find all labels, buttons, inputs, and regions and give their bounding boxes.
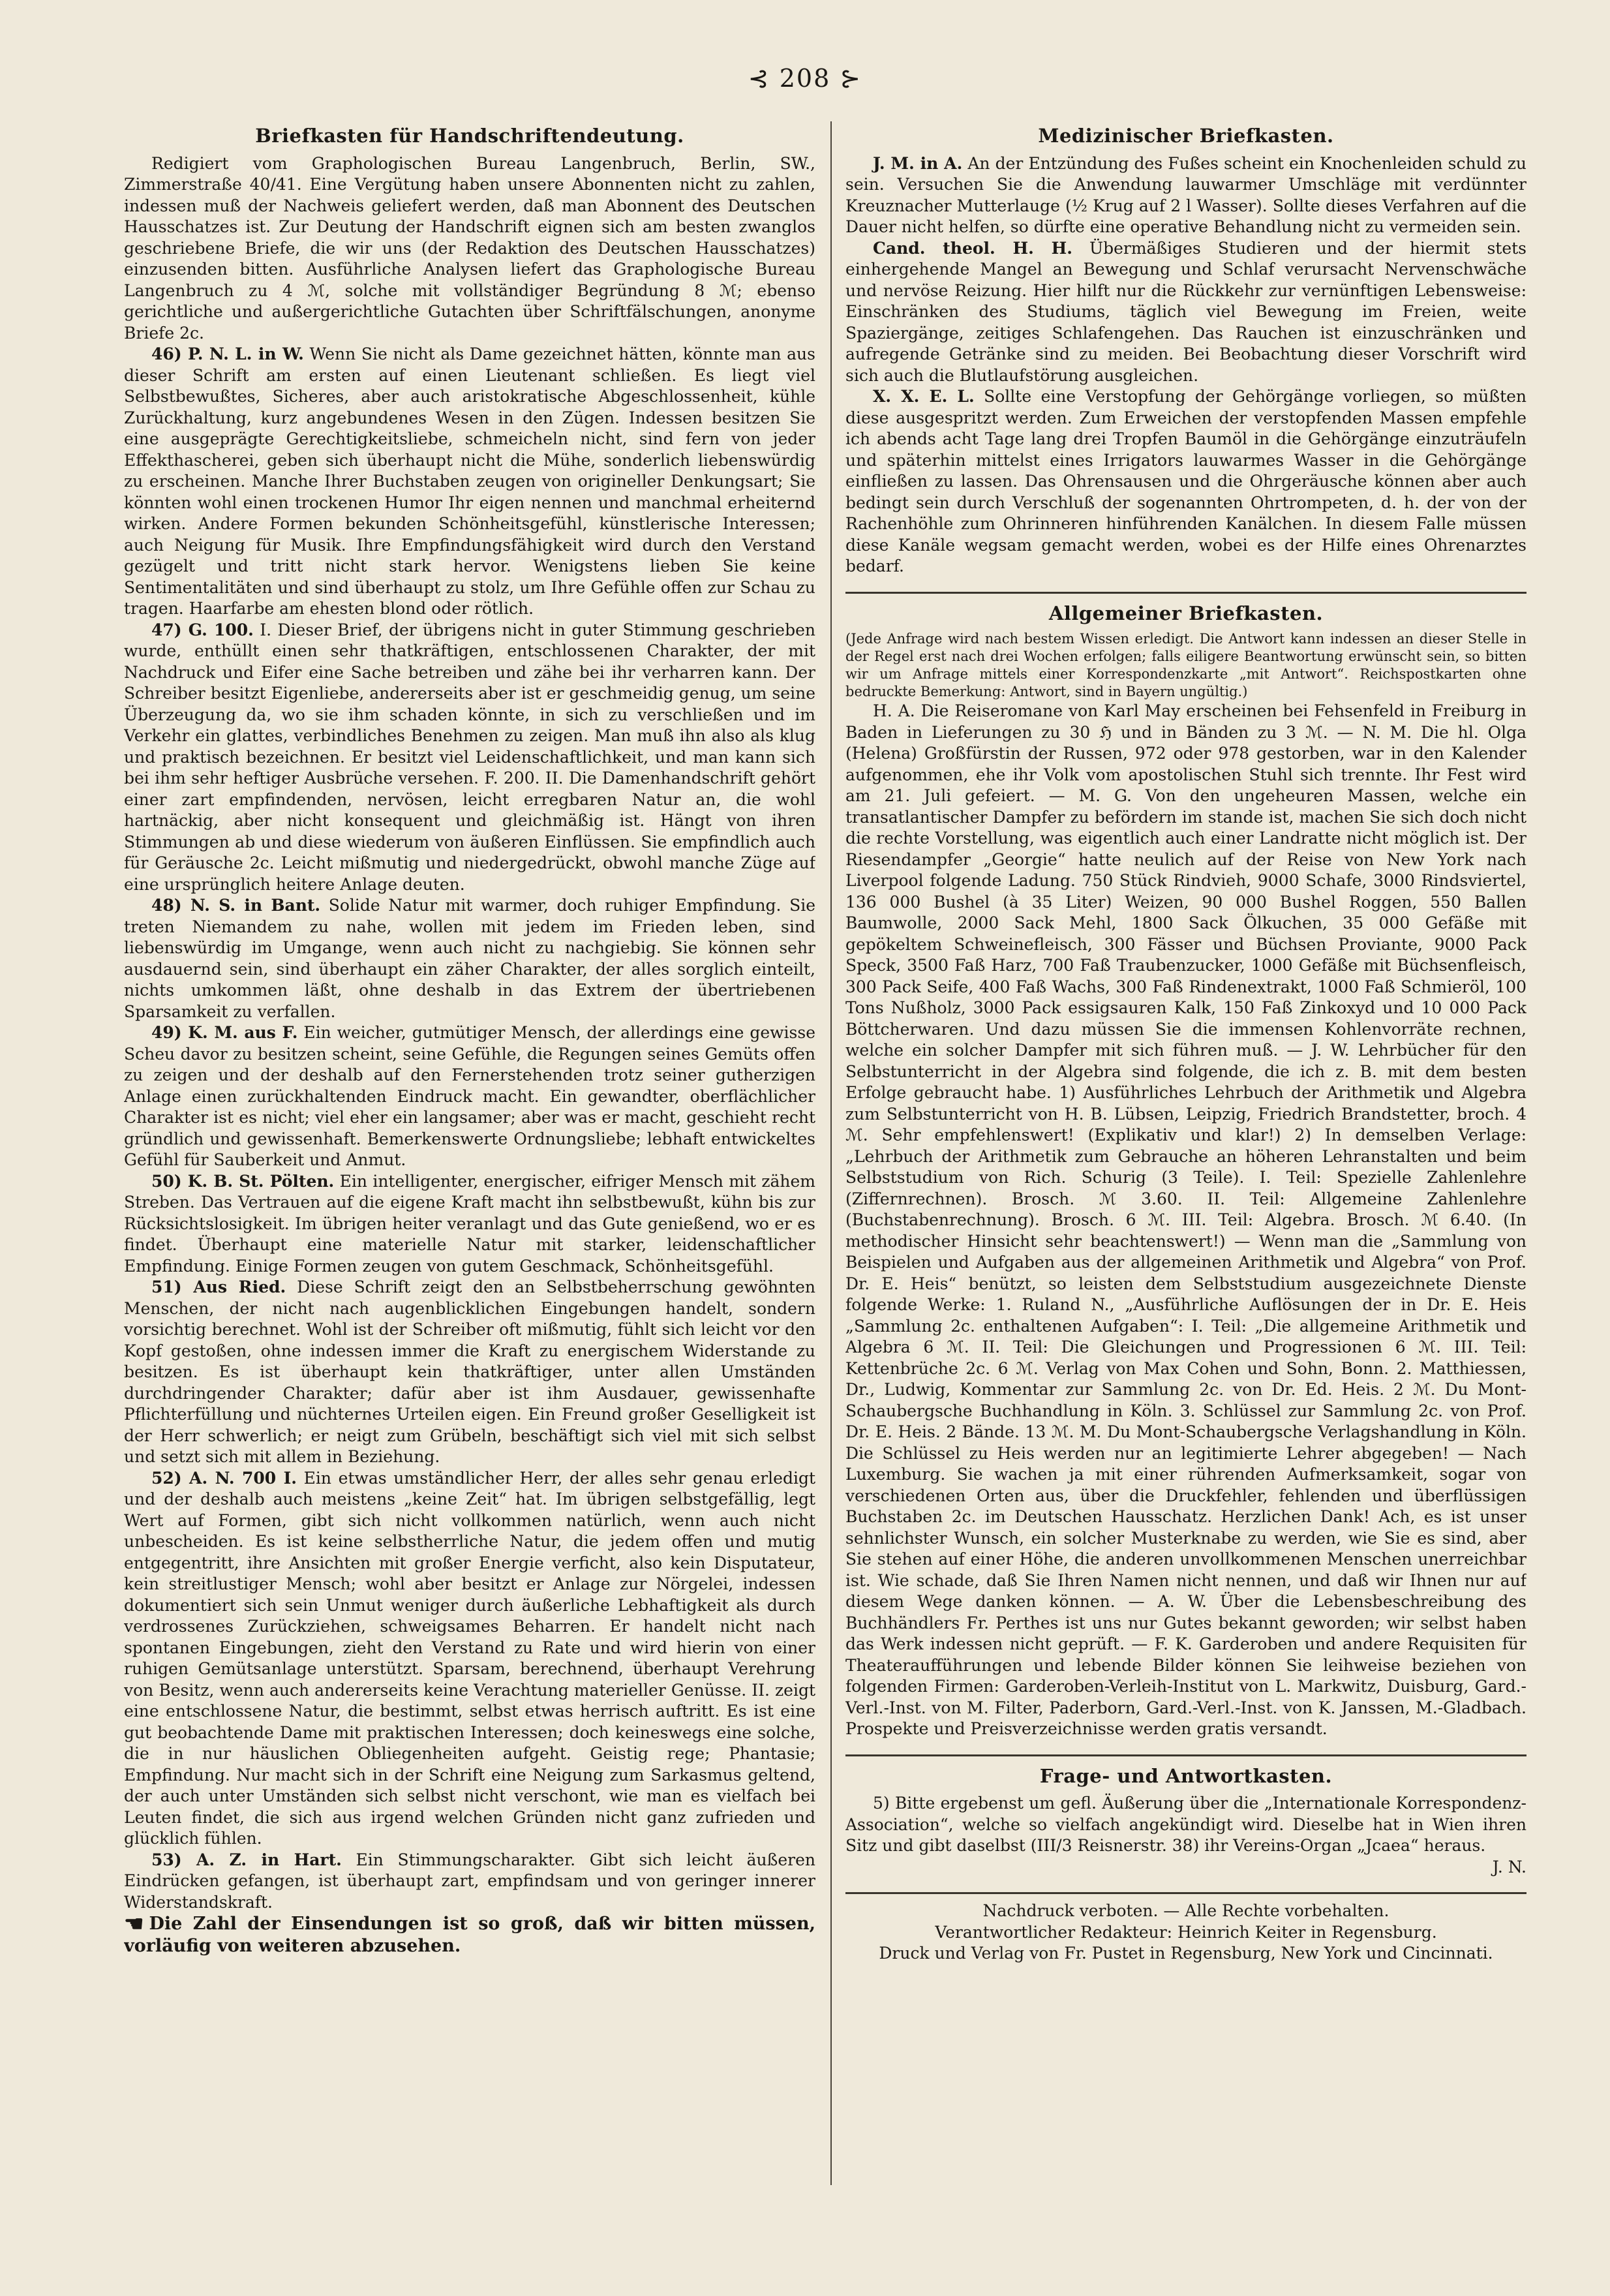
entry-label: 49) K. M. aus F. [151, 1023, 298, 1042]
qa-section [845, 1754, 1526, 1878]
entry-label: 47) G. 100. [151, 620, 254, 639]
handwriting-entry [124, 344, 815, 620]
entry-label: Cand. theol. H. H. [873, 238, 1072, 258]
entry-text: Diese Schrift zeigt den an Selbstbeherrschung gewöhnten Menschen, der nicht nach augenblicklichen Eingebungen handelt, sondern vorsichtig berechnet. Wohl ist der Schreiber oft mißmutig, fühlt sich leicht vor den Kopf gestoßen, ohne indessen immer die Kraft zu energischem Widerstande zu besitzen. Es ist überhaupt kein thatkräftiger, unter allen Umständen durchdringender Charakter; dafür aber ist ihm Ausdauer, gewissenhafte Pflichterfüllung und nüchternes Urteilen eigen. Ein Freund großer Geselligkeit ist der Herr schwerlich; er neigt zum Grübeln, beschäftigt sich viel mit sich selbst und setzt sich mit allem in Beziehung. [124, 1278, 815, 1466]
entry-label: X. X. E. L. [873, 387, 975, 406]
column-divider [830, 121, 832, 2185]
editor-line: Verantwortlicher Redakteur: Heinrich Keiter in Regensburg. [935, 1922, 1437, 1942]
entry-text: Übermäßiges Studieren und der hiermit stets einhergehende Mangel an Bewegung und Schlaf verursacht Nervenschwäche und nervöse Reizung. Hier hilft nur die Rückkehr zur vernünftigen Lebensweise: Einschränken des Studiums, täglich viel Bewegung im Freien, weite Spaziergänge, zeitiges Schlafengehen. Das Rauchen ist einzuschränken und aufregende Getränke sind zu meiden. Bei Beobachtung dieser Vorschrift wird sich auch die Blutlaufstörung ausgleichen. [845, 238, 1526, 385]
entry-text: Ein Stimmungscharakter. Gibt sich leicht äußeren Eindrücken gefangen, ist überhaupt zart, empfindsam und von geringer innerer Widerstandskraft. [124, 1850, 815, 1912]
handwriting-entry [124, 1171, 815, 1278]
general-section-note: (Jede Anfrage wird nach bestem Wissen erledigt. Die Antwort kann indessen an dieser Stelle in der Regel erst nach drei Wochen erfolgen; falls eiligere Beantwortung erwünscht sein, so bitten wir um Anfrage mittels einer Korrespondenzkarte „mit Antwort“. Reichspostkarten ohne bedruckte Bemerkung: Antwort, sind in Bayern ungültig.) [845, 631, 1526, 699]
page-number-value: 208 [779, 64, 831, 93]
entry-text: Ein weicher, gutmütiger Mensch, der allerdings eine gewisse Scheu davor zu besitzen scheint, seine Gefühle, die Regungen seines Gemüts offen zu zeigen und der deshalb auf den Fernerstehenden trotz seiner gutherzigen Anlage einen zurückhaltenden Eindruck macht. Ein gewandter, oberflächlicher Charakter ist es nicht; viel eher ein langsamer; aber was er macht, geschieht recht gründlich und gewissenhaft. Bemerkenswerte Ordnungsliebe; lebhaft entwickeltes Gefühl für Sauberkeit und Anmut. [124, 1023, 815, 1169]
left-column [124, 121, 815, 2218]
entry-text: Sollte eine Verstopfung der Gehörgänge vorliegen, so müßten diese ausgespritzt werden. Zum Erweichen der verstopfenden Massen empfehle ich abends acht Tage lang drei Tropfen Baumöl in die Gehörgänge einzuträufeln und späterhin mittelst eines Irrigators lauwarmes Wasser in die Gehörgänge einfließen zu lassen. Das Ohrensausen und die Ohrgeräusche können aber auch bedingt sein durch Verschluß der sogenannten Ohrtrompeten, d. h. der von der Rachenhöhle zum Ohrinneren hinführenden Kanälchen. In diesem Falle müssen diese Kanäle wegsam gemacht werden, wobei es der Hilfe eines Ohrenarztes bedarf. [845, 387, 1526, 575]
copyright-notice: Nachdruck verboten. — Alle Rechte vorbehalten. [982, 1901, 1390, 1920]
imprint [845, 1892, 1526, 1965]
page-number [0, 64, 1610, 93]
entry-label: J. M. in A. [873, 153, 963, 173]
folio-ornament-right: ⊱ [840, 64, 862, 93]
qa-entry: 5) Bitte ergebenst um gefl. Äußerung über die „Internationale Korrespondenz-Association“, welche so vielfach angekündigt wird. Dieselbe hat in Wien ihren Sitz und gibt daselbst (III/3 Reisnerstr. 38) ihr Vereins-Organ „Jcaea“ heraus. [845, 1794, 1526, 1855]
entry-label: 48) N. S. in Bant. [151, 896, 321, 915]
general-section-body: H. A. Die Reiseromane von Karl May erscheinen bei Fehsenfeld in Freiburg in Baden in Lieferungen zu 30 ℌ und in Bänden zu 3 ℳ. — N. M. Die hl. Olga (Helena) Großfürstin der Russen, 972 oder 978 gestorben, war in den Kalender aufgenommen, ehe ihr Volk vom apostolischen Stuhl sich trennte. Ihr Fest wird am 21. Juli gefeiert. — M. G. Von den ungeheuren Massen, welche ein transatlantischer Dampfer zu befördern im stande ist, machen Sie sich doch nicht die rechte Vorstellung, was eigentlich auch einer Landratte nicht möglich ist. Der Riesendampfer „Georgie“ hatte neulich auf der Reise von New York nach Liverpool folgende Ladung. 750 Stück Rindvieh, 9000 Schafe, 3000 Rindsviertel, 136 000 Bushel (à 35 Liter) Weizen, 90 000 Bushel Roggen, 550 Ballen Baumwolle, 2000 Sack Mehl, 1800 Sack Ölkuchen, 35 000 Gefäße mit gepökeltem Schweinefleisch, 300 Fässer und Büchsen Proviante, 9000 Pack Speck, 3500 Faß Harz, 700 Faß Traubenzucker, 1000 Gefäße mit Büchsenfleisch, 300 Pack Seife, 400 Faß Wachs, 300 Faß Rindenextrakt, 1000 Faß Schmieröl, 100 Tons Nußholz, 3000 Pack essigsauren Kalk, 150 Faß Zinkoxyd und 10 000 Pack Böttcherwaren. Und dazu müssen Sie die immensen Kohlenvorräte rechnen, welche ein solcher Dampfer mit sich führen muß. — J. W. Lehrbücher für den Selbstunterricht in der Algebra sind folgende, die ich z. B. mit dem besten Erfolge gebraucht habe. 1) Ausführliches Lehrbuch der Arithmetik und Algebra zum Selbstunterricht von H. B. Lübsen, Leipzig, Friedrich Brandstetter, broch. 4 ℳ. Sehr empfehlenswert! (Explikativ und klar!) 2) In demselben Verlage: „Lehrbuch der Arithmetik zum Gebrauche an höheren Lehranstalten und beim Selbststudium von Rich. Schurig (3 Teile). I. Teil: Spezielle Zahlenlehre (Ziffernrechnen). Brosch. ℳ 3.60. II. Teil: Allgemeine Zahlenlehre (Buchstabenrechnung). Brosch. 6 ℳ. III. Teil: Algebra. Brosch. ℳ 6.40. (In methodischer Hinsicht sehr beachtenswert!) — Wenn man die „Sammlung von Beispielen und Aufgaben aus der allgemeinen Arithmetik und Algebra“ von Prof. Dr. E. Heis“ benützt, so leisten dem Selbststudium ausgezeichnete Dienste folgende Werke: 1. Ruland N., „Ausführliche Auflösungen der in Dr. E. Heis „Sammlung 2c. enthaltenen Aufgaben“: I. Teil: „Die allgemeine Arithmetik und Algebra 6 ℳ. II. Teil: Die Gleichungen und Progressionen 6 ℳ. III. Teil: Kettenbrüche 2c. 6 ℳ. Verlag von Max Cohen und Sohn, Bonn. 2. Matthiessen, Dr., Ludwig, Kommentar zur Sammlung 2c. von Dr. Ed. Heis. 2 ℳ. Du Mont-Schaubergsche Buchhandlung in Köln. 3. Schlüssel zur Sammlung 2c. von Prof. Dr. E. Heis. 2 Bände. 13 ℳ. M. Du Mont-Schaubergsche Verlagshandlung in Köln. Die Schlüssel zu Heis werden nur an legitimierte Lehrer abgegeben! — Nach Luxemburg. Sie wachen ja mit einer rührenden Aufmerksamkeit, sogar von verschiedenen Orten aus, über die Druckfehler, fehlenden und überflüssigen Buchstaben 2c. im Deutschen Hausschatz. Herzlichen Dank! Ach, es ist unser sehnlichster Wunsch, ein solcher Musterknabe zu werden, wie Sie es sind, aber Sie stehen auf einer Höhe, die anderen unvollkommenen Menschen unerreichbar ist. Wie schade, daß Sie Ihren Namen nicht nennen, und daß wir Ihnen nur auf diesem Wege danken können. — A. W. Über die Lebensbeschreibung des Buchhändlers Fr. Perthes ist uns nur Gutes bekannt geworden; wir selbst haben das Werk indessen nicht geprüft. — F. K. Garderoben und andere Requisiten für Theateraufführungen und lebende Bilder können Sie leihweise beziehen von folgenden Firmen: Garderoben-Verleih-Institut von L. Markwitz, Duisburg, Gard.-Verl.-Inst. von M. Filter, Paderborn, Gard.-Verl.-Inst. von K. Janssen, M.-Gladbach. Prospekte und Preisverzeichnisse werden gratis versandt. [845, 701, 1526, 1738]
entry-text: Ein intelligenter, energischer, eifriger Mensch mit zähem Streben. Das Vertrauen auf die eigene Kraft macht ihn selbstbewußt, kühn bis zur Rücksichtslosigkeit. Im übrigen heiter veranlagt und das Gute genießend, wo er es findet. Überhaupt eine materielle Natur mit starker, leidenschaftlicher Empfindung. Einige Formen zeugen von gutem Geschmack, Schönheitsgefühl. [124, 1171, 815, 1276]
entry-text: Wenn Sie nicht als Dame gezeichnet hätten, könnte man aus dieser Schrift am ersten auf einen Lieutenant schließen. Es liegt viel Selbstbewußtes, Sicheres, aber auch aristokratische Abgeschlossenheit, kühle Zurückhaltung, kurz angebundenes Wesen in den Zügen. Indessen besitzen Sie eine ausgeprägte Gerechtigkeitsliebe, schmeicheln nicht, sind fern von jeder Effekthascherei, geben sich überhaupt nicht die Mühe, sonderlich liebenswürdig zu erscheinen. Manche Ihrer Buchstaben zeugen von origineller Denkungsart; Sie könnten wohl einen trockenen Humor Ihr eigen nennen und manchmal erheiternd wirken. Andere Formen bekunden Schönheitsgefühl, künstlerische Interessen; auch Neigung für Musik. Ihre Empfindungsfähigkeit wird durch den Verstand gezügelt und tritt nicht stark hervor. Wenigstens lieben Sie keine Sentimentalitäten und sind überhaupt zu stolz, um Ihre Gefühle offen zur Schau zu tragen. Haarfarbe am ehesten blond oder rötlich. [124, 344, 815, 618]
medical-entry [845, 153, 1526, 238]
pointing-hand-icon: ☚ [124, 1911, 144, 1937]
handwriting-entry [124, 1277, 815, 1468]
entry-label: 46) P. N. L. in W. [151, 344, 304, 363]
handwriting-entry [124, 895, 815, 1022]
entry-label: 51) Aus Ried. [151, 1278, 286, 1296]
publisher-line: Druck und Verlag von Fr. Pustet in Regensburg, New York und Cincinnati. [879, 1944, 1493, 1963]
handwriting-section-heading: Briefkasten für Handschriftendeutung. [255, 125, 684, 147]
notice-text: Die Zahl der Einsendungen ist so groß, daß wir bitten müssen, vorläufig von weiteren abzusehen. [124, 1914, 815, 1956]
qa-signature: J. N. [1492, 1857, 1526, 1876]
submissions-notice [124, 1913, 815, 1957]
folio-ornament-left: ⊰ [748, 64, 770, 93]
general-section [845, 592, 1526, 1740]
medical-section-heading: Medizinischer Briefkasten. [1038, 125, 1334, 147]
entry-text: Solide Natur mit warmer, doch ruhiger Empfindung. Sie treten Niemandem zu nahe, wollen mit jedem im Frieden leben, sind liebenswürdig im Umgange, wenn auch nicht zu nachgiebig. Sie können sehr ausdauernd sein, sind überhaupt ein zäher Charakter, der alles sorglich einteilt, nichts umkommen läßt, ohne deshalb in das Extrem der übertriebenen Sparsamkeit zu verfallen. [124, 896, 815, 1021]
handwriting-intro: Redigiert vom Graphologischen Bureau Langenbruch, Berlin, SW., Zimmerstraße 40/41. Eine Vergütung haben unsere Abonnenten nicht zu zahlen, indessen muß der Nachweis geliefert werden, daß man Abonnent des Deutschen Hausschatzes ist. Zur Deutung der Handschrift eignen sich am besten zwanglos geschriebene Briefe, die wir uns (der Redaktion des Deutschen Hausschatzes) einzusenden bitten. Ausführliche Analysen liefert das Graphologische Bureau Langenbruch zu 4 ℳ, solche mit vollständiger Begründung 8 ℳ; ebenso gerichtliche und außergerichtliche Gutachten über Schriftfälschungen, anonyme Briefe 2c. [124, 153, 815, 343]
entry-text: I. Dieser Brief, der übrigens nicht in guter Stimmung geschrieben wurde, enthüllt einen sehr thatkräftigen, entschlossenen Charakter, der mit Nachdruck und Eifer eine Sache betreiben und zähe bei ihr verharren kann. Der Schreiber besitzt Eigenliebe, andererseits aber ist er geschmeidig genug, um seine Überzeugung da, wo sie ihm schaden könnte, in sich zu verschließen und im Verkehr ein glattes, verbindliches Benehmen zu zeigen. Man muß ihn also als klug und praktisch bezeichnen. Er besitzt viel Leidenschaftlichkeit, und man kann sich bei ihm sehr heftiger Ausbrüche versehen. F. 200. II. Die Damenhandschrift gehört einer zart empfindenden, nervösen, leicht erregbaren Natur an, die wohl hartnäckig, aber nicht konsequent und gleichmäßig ist. Hängt von ihren Stimmungen ab und diese wiederum von äußeren Einflüssen. Sie empfindlich auch für Geräusche 2c. Leicht mißmutig und niedergedrückt, obwohl manche Züge auf eine ursprünglich heitere Anlage deuten. [124, 620, 815, 894]
entry-text: Ein etwas umständlicher Herr, der alles sehr genau erledigt und der deshalb auch meistens „keine Zeit“ hat. Im übrigen selbstgefällig, legt Wert auf Formen, gibt sich nicht vollkommen natürlich, wenn auch nicht unbescheiden. Es ist keine selbstherrliche Natur, die jedem offen und mutig entgegentritt, ihre Ansichten mit großer Energie verficht, also kein Disputateur, kein streitlustiger Mensch; wohl aber besitzt er Anlage zur Nörgelei, indessen dokumentiert sich sein Unmut weniger durch äußerliche Lebhaftigkeit als durch verdrossenes Zurückziehen, schweigsames Beharren. Er handelt nicht nach spontanen Eingebungen, zieht den Verstand zu Rate und wird hierin von einer ruhigen Gemütsanlage unterstützt. Sparsam, berechnend, überhaupt Verehrung von Besitz, wenn auch andererseits keine Verachtung materieller Genüsse. II. zeigt eine entschlossene Natur, die bestimmt, selbst etwas herrisch auftritt. Es ist eine gut beobachtende Dame mit praktischen Interessen; doch keineswegs eine solche, die in nur häuslichen Obliegenheiten aufgeht. Geistig rege; Phantasie; Empfindung. Nur macht sich in der Schrift eine Neigung zum Sarkasmus geltend, der auch unter Umständen sich selbst nicht verschont, wie man es vielfach bei Leuten findet, die sich aus irgend welchen Gründen nicht ganz zufrieden und glücklich fühlen. [124, 1468, 815, 1848]
handwriting-entry [124, 620, 815, 896]
medical-entry [845, 238, 1526, 387]
handwriting-entry [124, 1468, 815, 1850]
general-section-heading: Allgemeiner Briefkasten. [1048, 602, 1324, 624]
qa-section-heading: Frage- und Antwortkasten. [1039, 1764, 1333, 1787]
handwriting-entry [124, 1022, 815, 1171]
entry-label: 52) A. N. 700 I. [151, 1468, 297, 1488]
right-column [845, 121, 1526, 2218]
entry-label: 50) K. B. St. Pölten. [151, 1171, 335, 1191]
entry-label: 53) A. Z. in Hart. [151, 1850, 342, 1869]
entry-text: An der Entzündung des Fußes scheint ein Knochenleiden schuld zu sein. Versuchen Sie die Anwendung lauwarmer Umschläge mit verdünnter Kreuznacher Mutterlauge (½ Krug auf 2 l Wasser). Sollte dieses Verfahren auf die Dauer nicht helfen, so dürfte eine operative Behandlung nicht zu vermeiden sein. [845, 153, 1526, 236]
handwriting-entry [124, 1850, 815, 1914]
medical-entry [845, 386, 1526, 577]
